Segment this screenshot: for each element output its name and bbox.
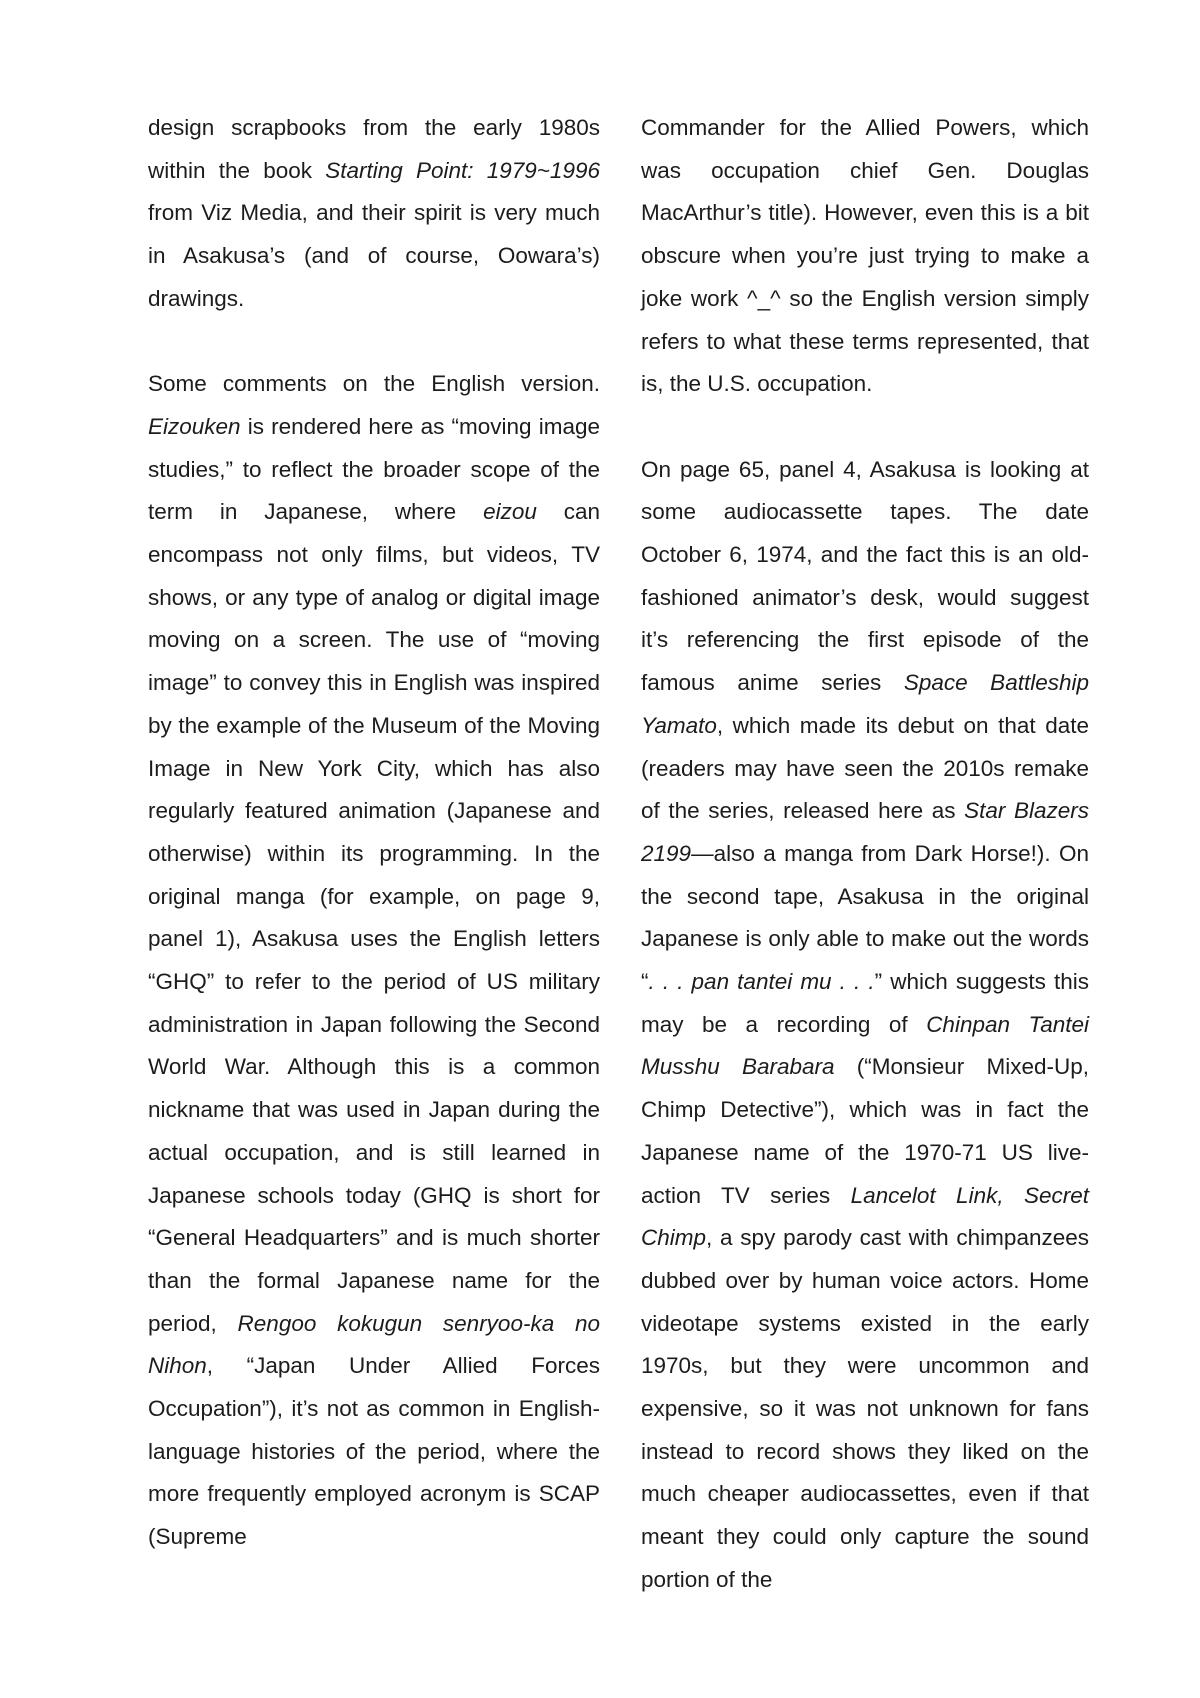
right-column	[641, 107, 1089, 1602]
title-star-blazers-2199: Star Blazers 2199	[641, 798, 1089, 866]
text-span: —also a manga from Dark Horse!). On the second tape, Asakusa in the original Japanese is only able to make out the words “	[641, 840, 1089, 995]
paragraph-audiocassette-tapes	[641, 449, 1089, 1602]
term-eizou: eizou	[483, 499, 537, 525]
paragraph-scrapbooks	[148, 107, 600, 321]
text-span: can encompass not only films, but videos, TV shows, or any type of analog or digital image moving on a screen. The use of “moving image” to convey this in English was inspired by the example of the Museum of the Moving Image in New York City, which has also regularly featured animation (Japanese and otherwise) within its programming. In the original manga (for example, on page 9, panel 1), Asakusa uses the English letters “GHQ” to refer to the period of US military administration in Japan following the Second World War. Although this is a common nickname that was used in Japan during the actual occupation, and is still learned in Japanese schools today (GHQ is short for “General Headquarters” and is much shorter than the formal Japanese name for the period,	[148, 499, 600, 1336]
title-chinpan-tantei: Chinpan Tantei Musshu Barabara	[641, 1011, 1089, 1080]
text-span: , which made its debut on that date (readers may have seen the 2010s remake of the series, released here as	[641, 712, 1089, 824]
term-rengoo-kokugun: Rengoo kokugun senryoo-ka no Nihon	[148, 1310, 600, 1379]
quote-pan-tantei-mu: . . . pan tantei mu . . .	[648, 969, 875, 995]
text-span: design scrapbooks from the early 1980s within the book	[148, 115, 600, 183]
text-span: Some comments on the English version.	[148, 371, 600, 397]
term-eizouken: Eizouken	[148, 413, 241, 439]
text-span: from Viz Media, and their spirit is very much in Asakusa’s (and of course, Oowara’s) drawings.	[148, 200, 600, 311]
book-title-starting-point: Starting Point: 1979~1996	[325, 157, 600, 183]
paragraph-english-version-comments	[148, 363, 600, 1559]
left-column	[148, 107, 600, 1559]
title-space-battleship-yamato: Space Battleship Yamato	[641, 670, 1089, 738]
text-span: , a spy parody cast with chimpanzees dubbed over by human voice actors. Home videotape systems existed in the early 1970s, but they were uncommon and expensive, so it was not unknown for fans instead to record shows they liked on the much cheaper audiocassettes, even if that meant they could only capture the sound portion of the	[641, 1225, 1089, 1592]
text-span: ” which suggests this may be a recording of	[641, 969, 1089, 1037]
title-lancelot-link: Lancelot Link, Secret Chimp	[641, 1182, 1089, 1251]
paragraph-scap-continued	[641, 107, 1089, 406]
text-span: (“Monsieur Mixed-Up, Chimp Detective”), which was in fact the Japanese name of the 1970-71 US live-action TV series	[641, 1054, 1089, 1208]
text-span: is rendered here as “moving image studies,” to reflect the broader scope of the term in Japanese, where	[148, 413, 600, 525]
text-span: , “Japan Under Allied Forces Occupation”), it’s not as common in English-language histories of the period, where the more frequently employed acronym is SCAP (Supreme	[148, 1353, 600, 1550]
text-span: Commander for the Allied Powers, which was occupation chief Gen. Douglas MacArthur’s title). However, even this is a bit obscure when you’re just trying to make a joke work ^_^ so the English version simply refers to what these terms represented, that is, the U.S. occupation.	[641, 115, 1089, 397]
text-span: On page 65, panel 4, Asakusa is looking at some audiocassette tapes. The date October 6, 1974, and the fact this is an old-fashioned animator’s desk, would suggest it’s referencing the first episode of the famous anime series	[641, 456, 1089, 696]
